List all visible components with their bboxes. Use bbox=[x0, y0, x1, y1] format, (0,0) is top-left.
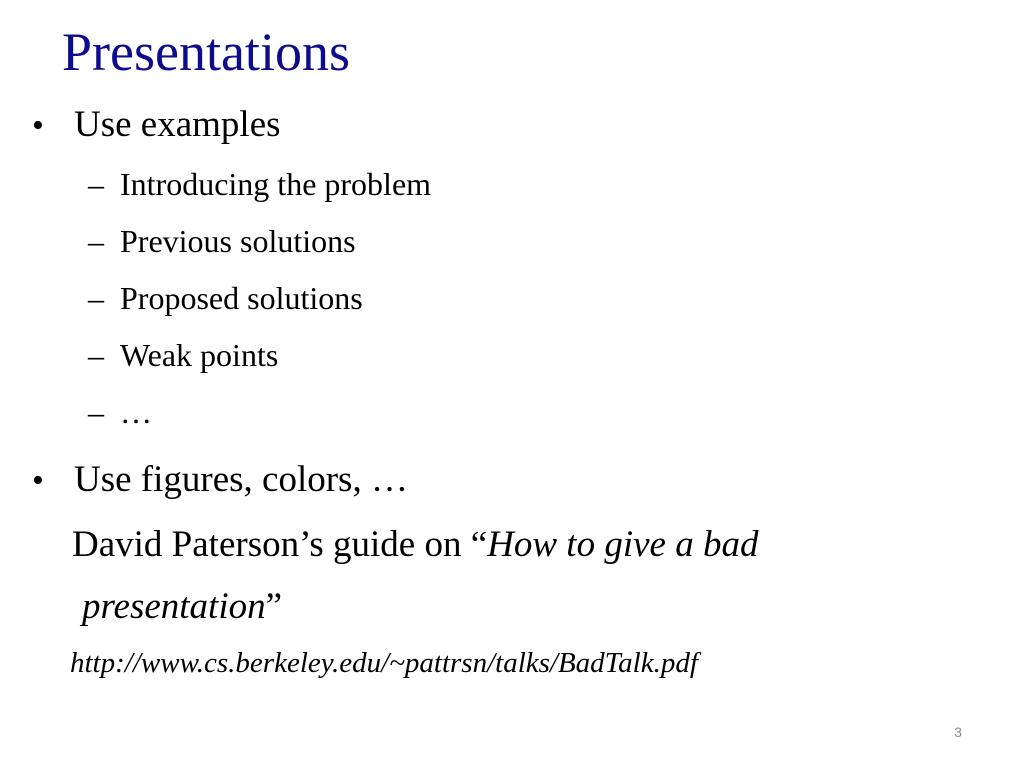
sub-bullet-item bbox=[88, 394, 152, 431]
sub-bullet-text: Weak points bbox=[120, 337, 279, 373]
sub-bullet-text: Proposed solutions bbox=[120, 280, 363, 316]
slide-number: 3 bbox=[954, 724, 962, 740]
sub-bullet-item bbox=[88, 337, 278, 374]
reference-suffix: ” bbox=[265, 586, 283, 627]
slide-title: Presentations bbox=[62, 22, 350, 82]
sub-bullet-marker: – bbox=[88, 280, 104, 316]
bullet-marker: • bbox=[32, 462, 44, 499]
sub-bullet-marker: – bbox=[88, 223, 104, 259]
reference-url: http://www.cs.berkeley.edu/~pattrsn/talks/BadTalk.pdf bbox=[70, 647, 698, 679]
reference-line-1 bbox=[72, 523, 758, 566]
bullet-item bbox=[32, 103, 281, 146]
reference-line-2 bbox=[82, 585, 282, 628]
sub-bullet-text: … bbox=[120, 394, 152, 430]
bullet-item bbox=[32, 458, 408, 501]
sub-bullet-marker: – bbox=[88, 337, 104, 373]
sub-bullet-marker: – bbox=[88, 166, 104, 202]
bullet-text: Use examples bbox=[74, 104, 281, 145]
reference-title-part-1: How to give a bad bbox=[487, 524, 759, 565]
sub-bullet-item bbox=[88, 223, 356, 260]
sub-bullet-text: Previous solutions bbox=[120, 223, 356, 259]
reference-title-part-2: presentation bbox=[82, 586, 266, 627]
bullet-text: Use figures, colors, … bbox=[74, 459, 408, 500]
sub-bullet-item bbox=[88, 280, 363, 317]
sub-bullet-item bbox=[88, 166, 431, 203]
sub-bullet-text: Introducing the problem bbox=[120, 166, 432, 202]
sub-bullet-marker: – bbox=[88, 394, 104, 430]
bullet-marker: • bbox=[32, 107, 44, 144]
reference-prefix: David Paterson’s guide on “ bbox=[72, 524, 488, 565]
